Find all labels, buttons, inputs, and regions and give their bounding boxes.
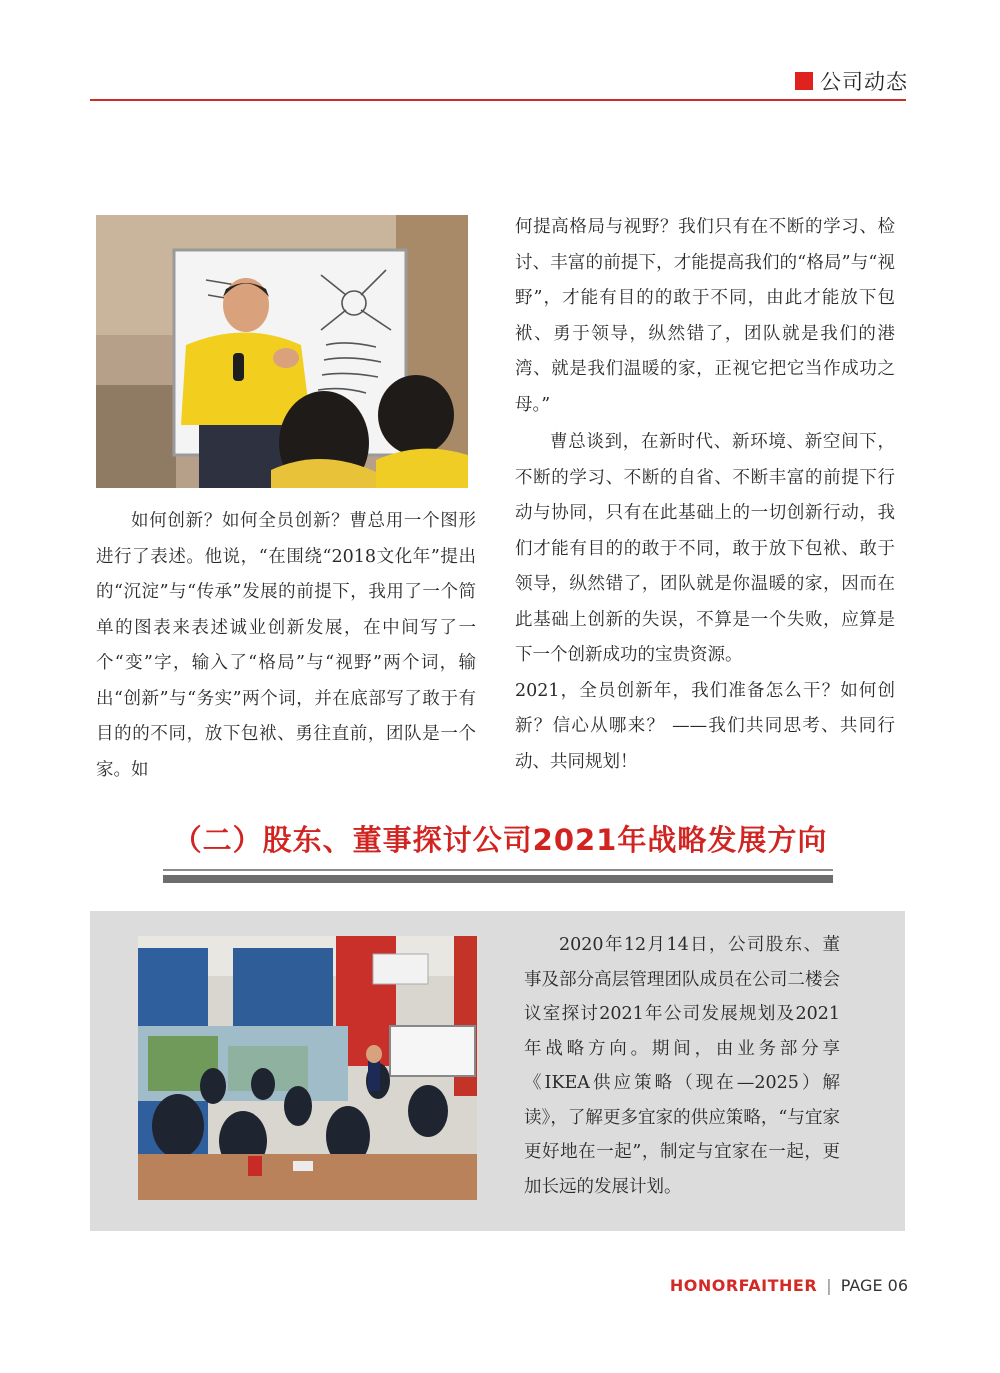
left-paragraph: 如何创新？如何全员创新？曹总用一个图形进行了表述。他说，“在围绕“2018文化年”提出的“沉淀”与“传承”发展的前提下，我用了一个简单的图表来表述诚业创新发展，在中间写了一个“变”字，输入了“格局”与“视野”两个词，输出“创新”与“务实”两个词，并在底部写了敢于有目的的不同，放下包袱、勇往直前，团队是一个家。如 — [96, 511, 476, 780]
right-paragraph-2: 曹总谈到，在新时代、新环境、新空间下，不断的学习、不断的自省、不断丰富的前提下行动与协同，只有在此基础上的一切创新行动，我们才能有目的的敢于不同，敢于放下包袱、敢于领导，纵然错了，团队就是你温暖的家，因而在此基础上创新的失误，不算是一个失败，应算是下一个创新成功的宝贵资源。 — [515, 432, 895, 665]
left-column-text — [96, 504, 476, 788]
right-paragraph-1: 何提高格局与视野？我们只有在不断的学习、检讨、丰富的前提下，才能提高我们的“格局”与“视野”，才能有目的的敢于不同，由此才能放下包袱、勇于领导，纵然错了，团队就是我们的港湾、就是我们温暖的家，正视它把它当作成功之母。” — [515, 217, 895, 415]
page-footer — [670, 1276, 908, 1295]
meeting-room-photo — [138, 936, 477, 1200]
right-column-text — [515, 210, 895, 780]
section-label: 公司动态 — [820, 70, 908, 94]
title-underline-thick — [163, 875, 833, 883]
section-marker-square — [795, 72, 813, 90]
footer-brand: HONORFAITHER — [669, 1276, 818, 1295]
title-underline-thin — [163, 869, 833, 871]
page-number: PAGE 06 — [840, 1276, 908, 1295]
right-paragraph-3: 2021，全员创新年，我们准备怎么干？如何创新？信心从哪来？ ——我们共同思考、共同行动、共同规划！ — [515, 680, 895, 772]
meeting-text — [524, 928, 840, 1204]
header-rule — [90, 99, 906, 101]
footer-separator: | — [826, 1276, 832, 1295]
meeting-paragraph: 2020年12月14日，公司股东、董事及部分高层管理团队成员在公司二楼会议室探讨2021年公司发展规划及2021年战略方向。期间，由业务部分享《IKEA供应策略（现在—2025）解读》，了解更多宜家的供应策略，“与宜家更好地在一起”，制定与宜家在一起，更加长远的发展计划。 — [524, 935, 840, 1197]
speaker-whiteboard-photo — [96, 215, 468, 488]
section-title: （二）股东、董事探讨公司2021年战略发展方向 — [172, 823, 828, 857]
